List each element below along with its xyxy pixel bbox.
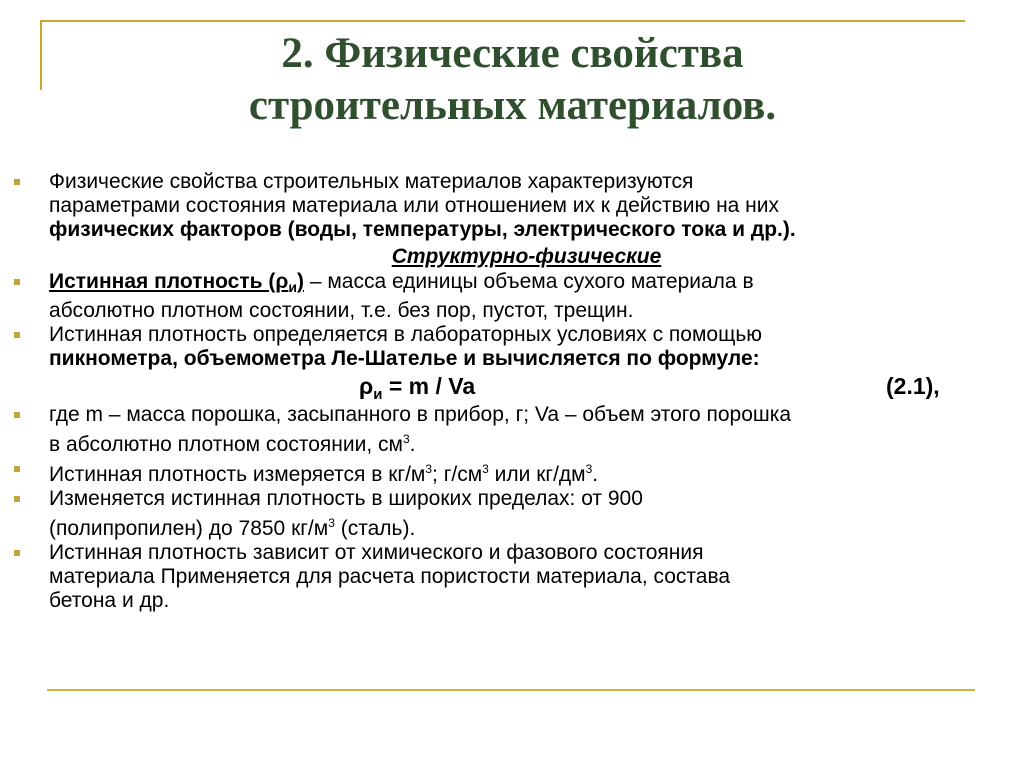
section-heading: Структурно-физические — [391, 245, 662, 268]
frame-vertical-line — [40, 20, 42, 90]
density-term: Истинная плотность $(\rho_и)$ — [49, 270, 304, 295]
slide-title-line2: строительных материалов. — [248, 82, 777, 129]
depends-line3: бетона и др. — [49, 589, 170, 612]
bullet-square-icon — [14, 496, 20, 502]
intro-line2: параметрами состояния материала или отношением их к действию на них — [49, 194, 780, 217]
bullet-where — [14, 403, 1004, 457]
depends-line1: Истинная плотность зависит от химического и фазового состояния — [49, 541, 704, 564]
bullet-units — [14, 457, 1004, 487]
depends-line2: материала Применяется для расчета пористости материала, состава — [49, 565, 731, 588]
intro-line1: Физические свойства строительных материалов характеризуются — [49, 170, 694, 193]
formula-expression: $\rho_и = m / Va$ — [359, 373, 476, 403]
frame-top-line — [40, 20, 965, 22]
bullet-intro — [14, 170, 1004, 242]
density-def-line2: абсолютно плотном состоянии, т.е. без пор, пустот, трещин. — [49, 299, 634, 322]
bullet-range — [14, 487, 1004, 541]
bullet-depends — [14, 541, 1004, 613]
bullet-lab-method — [14, 323, 1004, 371]
units-line: Истинная плотность измеряется в $кг/м^3$; $г/см^3$ или $кг/дм^3$. — [49, 462, 599, 486]
lab-line1: Истинная плотность определяется в лабораторных условиях с помощью — [49, 323, 763, 346]
range-line2: (полипропилен) до 7850 $кг/м^3$ (сталь). — [49, 516, 416, 540]
formula-number: (2.1), — [886, 373, 940, 399]
formula-2-1 — [14, 371, 1004, 403]
slide-title-line1: 2. Физические свойства — [281, 30, 744, 77]
density-def-text: – масса единицы объема сухого материала в — [303, 270, 754, 293]
where-line2: в абсолютно плотном состоянии, $см^3$. — [49, 432, 416, 456]
bullet-density-definition — [14, 270, 1004, 323]
slide-title — [60, 28, 965, 132]
bullet-square-icon — [14, 550, 20, 556]
slide-body — [14, 170, 1004, 613]
bullet-square-icon — [14, 332, 20, 338]
frame-bottom-line — [47, 689, 975, 691]
bullet-square-icon — [14, 279, 20, 285]
intro-line3: физических факторов (воды, температуры, электрического тока и др.). — [49, 218, 796, 241]
bullet-square-icon — [14, 179, 20, 185]
bullet-square-icon — [14, 466, 20, 472]
bullet-square-icon — [14, 412, 20, 418]
range-line1: Изменяется истинная плотность в широких пределах: от 900 — [49, 487, 643, 510]
where-line1: где m – масса порошка, засыпанного в прибор, г; Va – объем этого порошка — [49, 403, 792, 426]
lab-line2: пикнометра, объемометра Ле-Шателье и вычисляется по формуле: — [49, 347, 760, 370]
